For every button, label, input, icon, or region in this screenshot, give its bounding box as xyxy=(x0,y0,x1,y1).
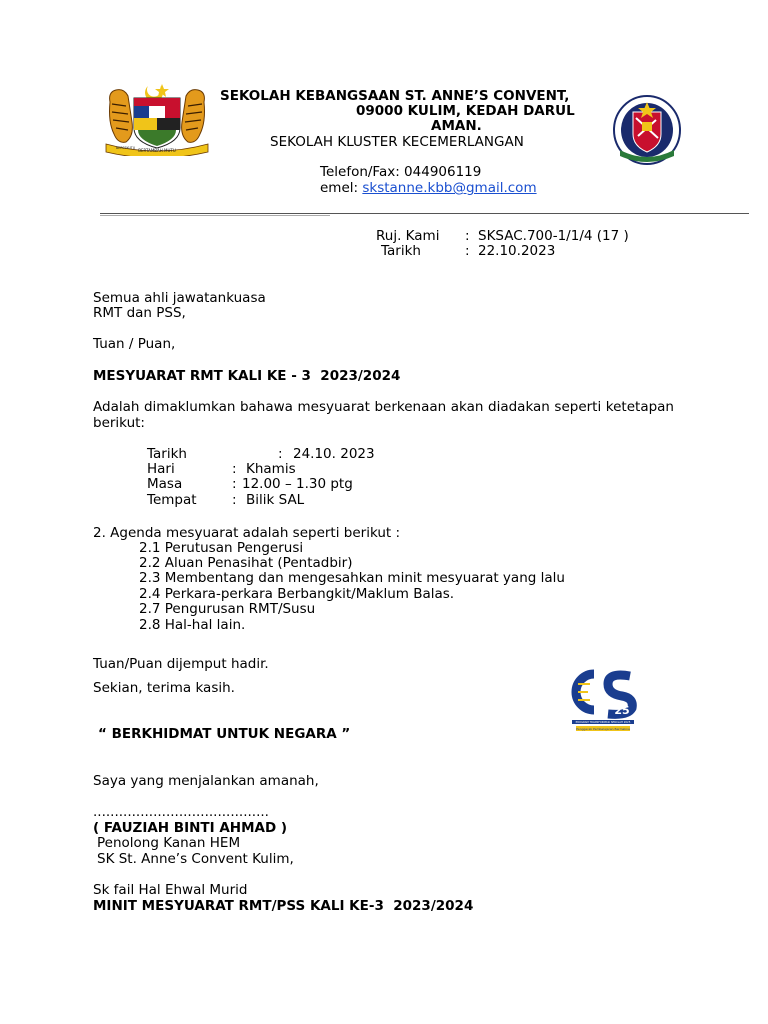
school-phone: Telefon/Fax: 044906119 xyxy=(320,164,482,180)
signatory-name: ( FAUZIAH BINTI AHMAD ) xyxy=(93,820,288,836)
email-link[interactable]: skstanne.kbb@gmail.com xyxy=(362,180,537,196)
detail-value-hari: Khamis xyxy=(246,461,296,477)
salutation: Tuan / Puan, xyxy=(93,336,176,352)
detail-sep-tempat: : xyxy=(232,492,237,508)
transformation-badge-icon xyxy=(568,666,638,734)
cc-line: Sk fail Hal Ehwal Murid xyxy=(93,882,248,898)
svg-text:BERTAMBAH MUTU: BERTAMBAH MUTU xyxy=(138,148,176,153)
detail-label-tempat: Tempat xyxy=(147,492,197,508)
invite-text: Tuan/Puan dijemput hadir. xyxy=(93,656,269,672)
agenda-item: 2.4 Perkara-perkara Berbangkit/Maklum Balas. xyxy=(139,586,455,602)
school-address-line2: AMAN. xyxy=(431,118,482,134)
header-divider xyxy=(100,213,749,214)
detail-sep-tarikh: : xyxy=(278,446,283,462)
signatory-position: Penolong Kanan HEM xyxy=(97,835,241,851)
ref-separator: : xyxy=(465,228,470,244)
agenda-item: 2.8 Hal-hal lain. xyxy=(139,617,246,633)
detail-label-tarikh: Tarikh xyxy=(147,446,187,462)
signatory-school: SK St. Anne’s Convent Kulim, xyxy=(97,851,294,867)
detail-label-masa: Masa xyxy=(147,476,183,492)
svg-text:25: 25 xyxy=(614,704,630,717)
detail-label-hari: Hari xyxy=(147,461,175,477)
detail-value-tempat: Bilik SAL xyxy=(246,492,305,508)
agenda-heading: 2. Agenda mesyuarat adalah seperti berikut : xyxy=(93,525,401,541)
trust-text: Saya yang menjalankan amanah, xyxy=(93,773,319,789)
detail-value-masa: 12.00 – 1.30 ptg xyxy=(242,476,353,492)
header-divider-shadow xyxy=(100,215,330,216)
date-separator: : xyxy=(465,243,470,259)
school-cluster: SEKOLAH KLUSTER KECEMERLANGAN xyxy=(270,134,524,150)
svg-text:PROGRAM TRANSFORMASI SEKOLAH 2: PROGRAM TRANSFORMASI SEKOLAH 2025 xyxy=(575,721,631,725)
date-label: Tarikh xyxy=(381,243,421,259)
agenda-item: 2.2 Aluan Penasihat (Pentadbir) xyxy=(139,555,353,571)
national-crest-icon xyxy=(104,82,210,156)
school-email xyxy=(320,180,537,196)
detail-value-tarikh: 24.10. 2023 xyxy=(293,446,375,462)
subject: MESYUARAT RMT KALI KE - 3 2023/2024 xyxy=(93,368,401,384)
agenda-item: 2.7 Pengurusan RMT/Susu xyxy=(139,601,316,617)
recipient-line2: RMT dan PSS, xyxy=(93,305,186,321)
thanks-text: Sekian, terima kasih. xyxy=(93,680,235,696)
ref-label: Ruj. Kami xyxy=(376,228,440,244)
svg-text:Penggerak Pembelajaran Bermakn: Penggerak Pembelajaran Bermakna xyxy=(576,726,630,731)
email-label: emel: xyxy=(320,180,363,196)
agenda-item: 2.3 Membentang dan mengesahkan minit mesyuarat yang lalu xyxy=(139,570,565,586)
minutes-title: MINIT MESYUARAT RMT/PSS KALI KE-3 2023/2024 xyxy=(93,898,474,914)
school-name: SEKOLAH KEBANGSAAN ST. ANNE’S CONVENT, xyxy=(220,88,570,104)
detail-sep-masa: : xyxy=(232,476,237,492)
agenda-item: 2.1 Perutusan Pengerusi xyxy=(139,540,304,556)
intro-paragraph: Adalah dimaklumkan bahawa mesyuarat berkenaan akan diadakan seperti ketetapan berikut: xyxy=(93,399,674,431)
ref-value: SKSAC.700-1/1/4 (17 ) xyxy=(478,228,629,244)
svg-text:BERSEKUTU: BERSEKUTU xyxy=(116,146,136,150)
date-value: 22.10.2023 xyxy=(478,243,556,259)
school-logo-icon xyxy=(612,94,682,166)
recipient-line1: Semua ahli jawatankuasa xyxy=(93,290,266,306)
detail-sep-hari: : xyxy=(232,461,237,477)
school-address-line1: 09000 KULIM, KEDAH DARUL xyxy=(356,103,575,119)
signature-dots: ......................................... xyxy=(93,804,269,820)
motto: “ BERKHIDMAT UNTUK NEGARA ” xyxy=(98,726,351,742)
